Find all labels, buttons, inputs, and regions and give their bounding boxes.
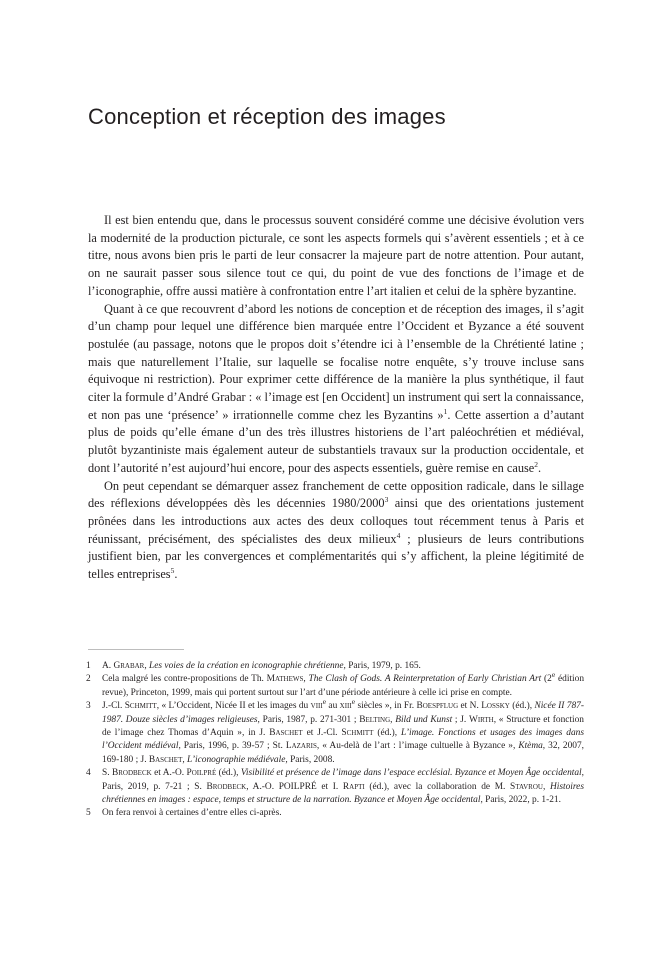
italic-text: Visibilité et présence de l’image dans l’espace ecclésial. Byzance et Moyen Âge occidental bbox=[240, 768, 582, 779]
body-paragraph bbox=[88, 478, 584, 584]
text-run: (éd.), bbox=[373, 728, 401, 739]
italic-text: The Clash of Gods. A Reinterpretation of Early Christian Art bbox=[308, 674, 542, 685]
text-run: , Paris, 1987, p. 271-301 ; bbox=[257, 714, 360, 725]
footnote bbox=[88, 807, 584, 820]
text-run: , Paris, 2022, p. 1-21. bbox=[480, 795, 561, 806]
text-run: Il est bien entendu que, dans le processus souvent considéré comme une décisive évolution vers la modernité de la production picturale, ce sont les aspects formels qui s’avèrent essentiels ; et à ce titre, nous avons bien pris le parti de leur consacrer la majeure part de notre attention. Pour autant, on ne saurait passer sous silence tout ce qui, du point de vue des fonctions de l’image et de l’iconographie, offre aussi matière à confrontation entre l’art italien et celui de la sphère byzantine. bbox=[88, 213, 584, 298]
author-name: Schmitt bbox=[124, 701, 157, 712]
footnote-number: 5 bbox=[86, 808, 91, 819]
author-name: Poilpré bbox=[186, 768, 217, 779]
author-name: Lossky bbox=[481, 701, 510, 712]
text-run: (2 bbox=[541, 674, 552, 685]
note-reference: e bbox=[322, 697, 327, 707]
author-name: Mathews bbox=[266, 674, 304, 685]
text-run: , « Structure et fonction de l’image chez Thomas d’Aquin », in J. bbox=[102, 714, 584, 739]
note-reference: 4 bbox=[396, 530, 401, 540]
footnote bbox=[86, 670, 585, 700]
author-name: Rapti bbox=[342, 781, 365, 792]
text-run: et A.-O. bbox=[151, 768, 187, 779]
note-reference: 1 bbox=[443, 406, 448, 416]
text-run: ainsi que des orientations justement prônées dans les introductions aux actes des deux colloques tout récemment tenus à Paris et réunissant, précisément, des spécialistes des deux milieux bbox=[88, 496, 584, 546]
author-name: viii bbox=[310, 701, 323, 712]
text-run: A. bbox=[102, 661, 114, 671]
text-run: , Paris, 1996, p. 39-57 ; St. bbox=[178, 741, 286, 752]
author-name: Brodbeck bbox=[206, 781, 247, 792]
text-run: S. bbox=[102, 768, 112, 779]
footnote-number: 1 bbox=[86, 661, 91, 671]
footnote-number: 2 bbox=[86, 674, 91, 685]
note-reference: 5 bbox=[170, 565, 175, 575]
text-run: au bbox=[326, 701, 340, 712]
text-run: . bbox=[174, 567, 178, 582]
author-name: Schmitt bbox=[341, 728, 374, 739]
text-run: . Cette assertion a d’autant plus de poids qu’elle émane d’un des très illustres historiens de l’art paléochrétien et médiéval, plutôt byzantiniste mais également auteur de substantiels travaux sur la production occidentale, et dont l’autorité n’est aujourd’hui encore, pour des aspects essentiels, guère remise en cause bbox=[88, 407, 584, 475]
body-paragraph bbox=[88, 301, 584, 478]
text-run: ; J. bbox=[452, 714, 469, 725]
body-paragraph bbox=[88, 212, 584, 301]
text-run: , bbox=[303, 674, 309, 685]
body-text bbox=[88, 212, 584, 584]
italic-text: Bild und Kunst bbox=[395, 714, 453, 725]
italic-text: Ktèma bbox=[518, 741, 543, 752]
footnote-number: 3 bbox=[86, 701, 91, 712]
text-run: (éd.), bbox=[216, 768, 241, 779]
text-run: , 32, 2007, 169-180 ; J. bbox=[102, 741, 585, 765]
text-run: , bbox=[542, 781, 550, 792]
note-reference: e bbox=[551, 670, 556, 680]
text-run: et N. bbox=[458, 701, 482, 712]
italic-text: L’iconographie médiévale bbox=[187, 754, 286, 765]
text-run: , bbox=[182, 754, 188, 765]
author-name: Stavrou bbox=[510, 781, 543, 792]
author-name: Belting bbox=[359, 714, 391, 725]
author-name: Baschet bbox=[269, 728, 303, 739]
text-run: Quant à ce que recouvrent d’abord les notions de conception et de réception des images, il s’agit d’un champ pour lequel une différence bien marquée entre l’Occident et Byzance a été souvent postulée (au passage, notons que le propos doit s’étendre ici à l’ensemble de la Chrétienté latine ; mais que naturellement l’Italie, sur laquelle se focalise notre enquête, s’y trouve incluse sans équivoque ni restriction). Pour exprimer cette différence de la manière la plus synthétique, il faut citer la formule d’André Grabar : « l’image est [en Occident] un instrument qui sert la connaissance, et non pas une ‘présence’ » irrationnelle comme chez les Byzantins » bbox=[88, 301, 584, 422]
italic-text: Les voies de la création en iconographie chrétienne bbox=[149, 661, 344, 671]
text-run: (éd.), bbox=[509, 701, 535, 712]
italic-text: L’image. Fonctions et usages des images dans l’Occident médiéval bbox=[102, 728, 585, 752]
text-run: , « Au-delà de l’art : l’image cultuelle à Byzance », bbox=[316, 741, 519, 752]
italic-text: Nicée II 787-1987. Douze siècles d’images religieuses bbox=[102, 701, 584, 725]
note-reference: 2 bbox=[534, 459, 539, 469]
author-name: Boespflug bbox=[416, 701, 459, 712]
author-name: Lazaris bbox=[285, 741, 317, 752]
author-name: xiii bbox=[339, 701, 352, 712]
note-reference: 3 bbox=[384, 495, 389, 505]
text-run: , Paris, 2019, p. 7-21 ; S. bbox=[102, 768, 585, 792]
footnote bbox=[88, 767, 584, 807]
text-run: On peut cependant se démarquer assez franchement de cette opposition radicale, dans le sillage des réflexions développées dès les décennies 1980/2000 bbox=[88, 478, 584, 511]
author-name: Baschet bbox=[148, 754, 183, 765]
italic-text: Histoires chrétiennes en images : espace, temps et structure de la narration. Byzance et Moyen Âge occidental bbox=[102, 781, 584, 806]
text-run: On fera renvoi à certaines d’entre elles ci-après. bbox=[102, 808, 282, 819]
text-run: , A.-O. POILPRÉ et I. bbox=[246, 781, 343, 792]
text-run: , Paris, 1979, p. 165. bbox=[343, 661, 421, 671]
text-run: ; plusieurs de leurs contributions justifient bien, par les convergences et complémentarités qui s’y affichent, la pleine légitimité de telles entreprises bbox=[88, 531, 585, 582]
text-run: . bbox=[538, 460, 542, 475]
text-run: , Paris, 2008. bbox=[285, 754, 335, 765]
author-name: Wirth bbox=[468, 714, 494, 725]
footnote bbox=[88, 660, 584, 673]
text-run: , bbox=[390, 714, 396, 725]
text-run: Cela malgré les contre-propositions de Th. bbox=[102, 674, 267, 685]
text-run: , « L’Occident, Nicée II et les images du bbox=[156, 701, 311, 712]
text-run: et J.-Cl. bbox=[302, 728, 342, 739]
footnote-number: 4 bbox=[86, 768, 91, 779]
author-name: Brodbeck bbox=[111, 768, 152, 779]
footnotes-list bbox=[88, 660, 584, 821]
chapter-title: Conception et réception des images bbox=[88, 104, 446, 129]
text-run: édition revue), Princeton, 1999, mais qui portent surtout sur l’art d’une période antérieure à celle ici prise en compte. bbox=[102, 674, 585, 698]
footnote-separator bbox=[88, 649, 184, 650]
text-run: (éd.), avec la collaboration de M. bbox=[364, 781, 511, 792]
text-run: J.-Cl. bbox=[102, 701, 125, 712]
text-run: , bbox=[144, 661, 150, 671]
note-reference: e bbox=[351, 697, 356, 707]
text-run: siècles », in Fr. bbox=[355, 701, 417, 712]
footnote bbox=[86, 697, 585, 767]
author-name: Grabar bbox=[113, 661, 145, 671]
